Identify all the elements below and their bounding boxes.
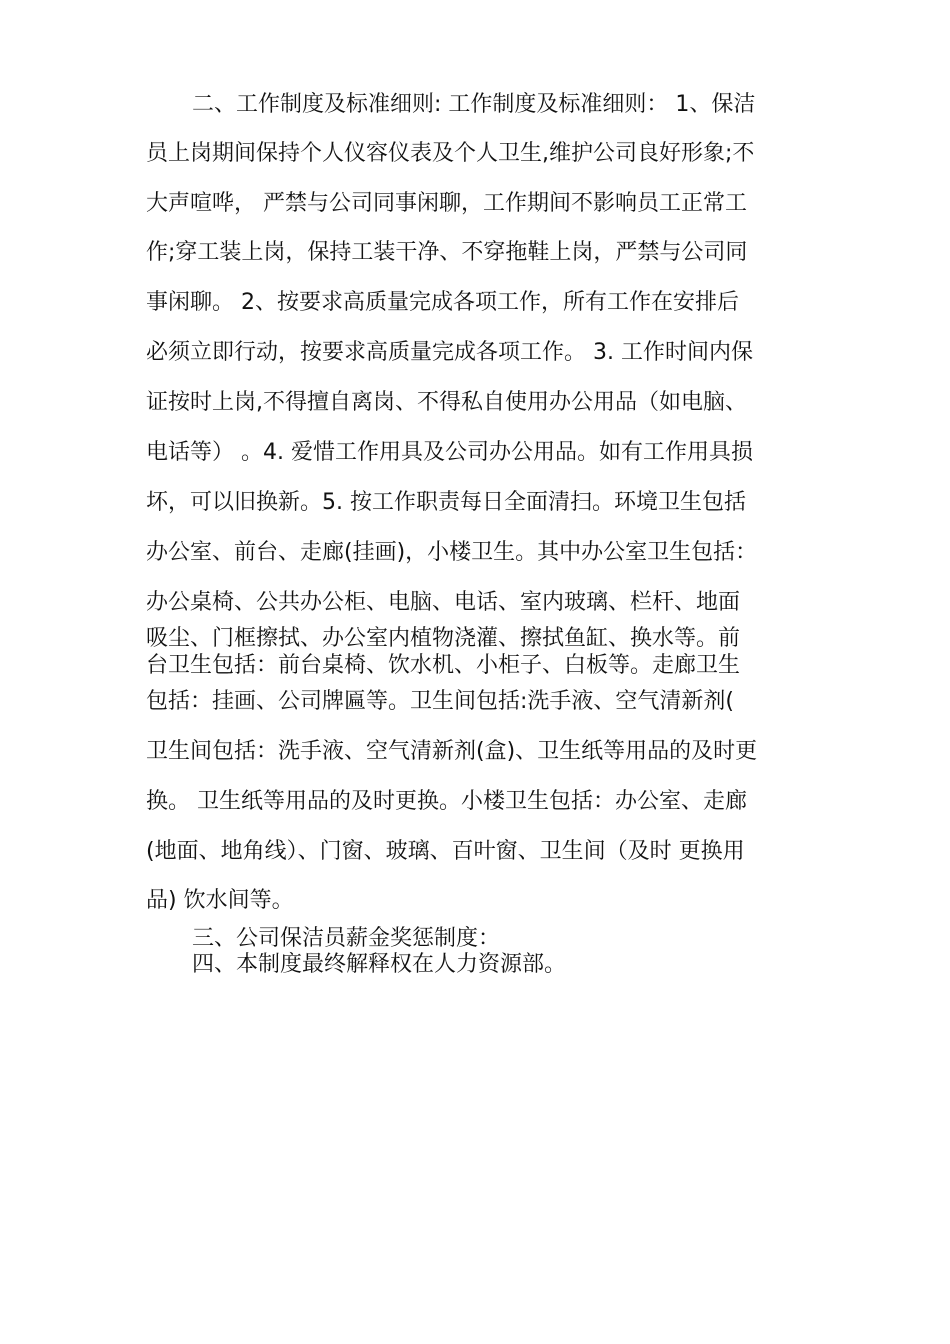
paragraph-line: 包括：挂画、公司牌匾等。卫生间包括:洗手液、空气清新剂( <box>146 689 734 714</box>
paragraph-line: 办公室、前台、走廊(挂画)，小楼卫生。其中办公室卫生包括： <box>146 540 758 565</box>
section-heading: 四、本制度最终解释权在人力资源部。 <box>192 952 567 977</box>
paragraph-line: 办公桌椅、公共办公柜、电脑、电话、室内玻璃、栏杆、地面 <box>146 590 741 615</box>
paragraph-line: 台卫生包括：前台桌椅、饮水机、小柜子、白板等。走廊卫生 <box>146 653 741 678</box>
section-heading: 三、公司保洁员薪金奖惩制度： <box>192 926 501 951</box>
paragraph-line: 换。 卫生纸等用品的及时更换。小楼卫生包括：办公室、走廊 <box>146 789 747 814</box>
paragraph-line: 卫生间包括：洗手液、空气清新剂(盒)、卫生纸等用品的及时更 <box>146 739 758 764</box>
paragraph-line: 事闲聊。 2、按要求高质量完成各项工作，所有工作在安排后 <box>146 290 739 315</box>
paragraph-line: 必须立即行动，按要求高质量完成各项工作。 3. 工作时间内保 <box>146 340 753 365</box>
paragraph-line: 坏，可以旧换新。5. 按工作职责每日全面清扫。环境卫生包括 <box>146 490 746 515</box>
paragraph-line: 电话等） 。4. 爱惜工作用具及公司办公用品。如有工作用具损 <box>146 440 753 465</box>
paragraph-line: 员上岗期间保持个人仪容仪表及个人卫生,维护公司良好形象;不 <box>146 141 755 166</box>
paragraph-line: 作;穿工装上岗，保持工装干净、不穿拖鞋上岗，严禁与公司同 <box>146 240 748 265</box>
paragraph-line: 品) 饮水间等。 <box>146 888 294 913</box>
paragraph-line: 大声喧哗， 严禁与公司同事闲聊，工作期间不影响员工正常工 <box>146 191 747 216</box>
paragraph-line: 吸尘、门框擦拭、办公室内植物浇灌、擦拭鱼缸、换水等。前 <box>146 626 741 651</box>
paragraph-line: 二、工作制度及标准细则: 工作制度及标准细则： 1、保洁 <box>192 92 756 117</box>
paragraph-line: 证按时上岗,不得擅自离岗、不得私自使用办公用品（如电脑、 <box>146 390 747 415</box>
paragraph-line: (地面、地角线）、门窗、玻璃、百叶窗、卫生间（及时 更换用 <box>146 839 745 864</box>
